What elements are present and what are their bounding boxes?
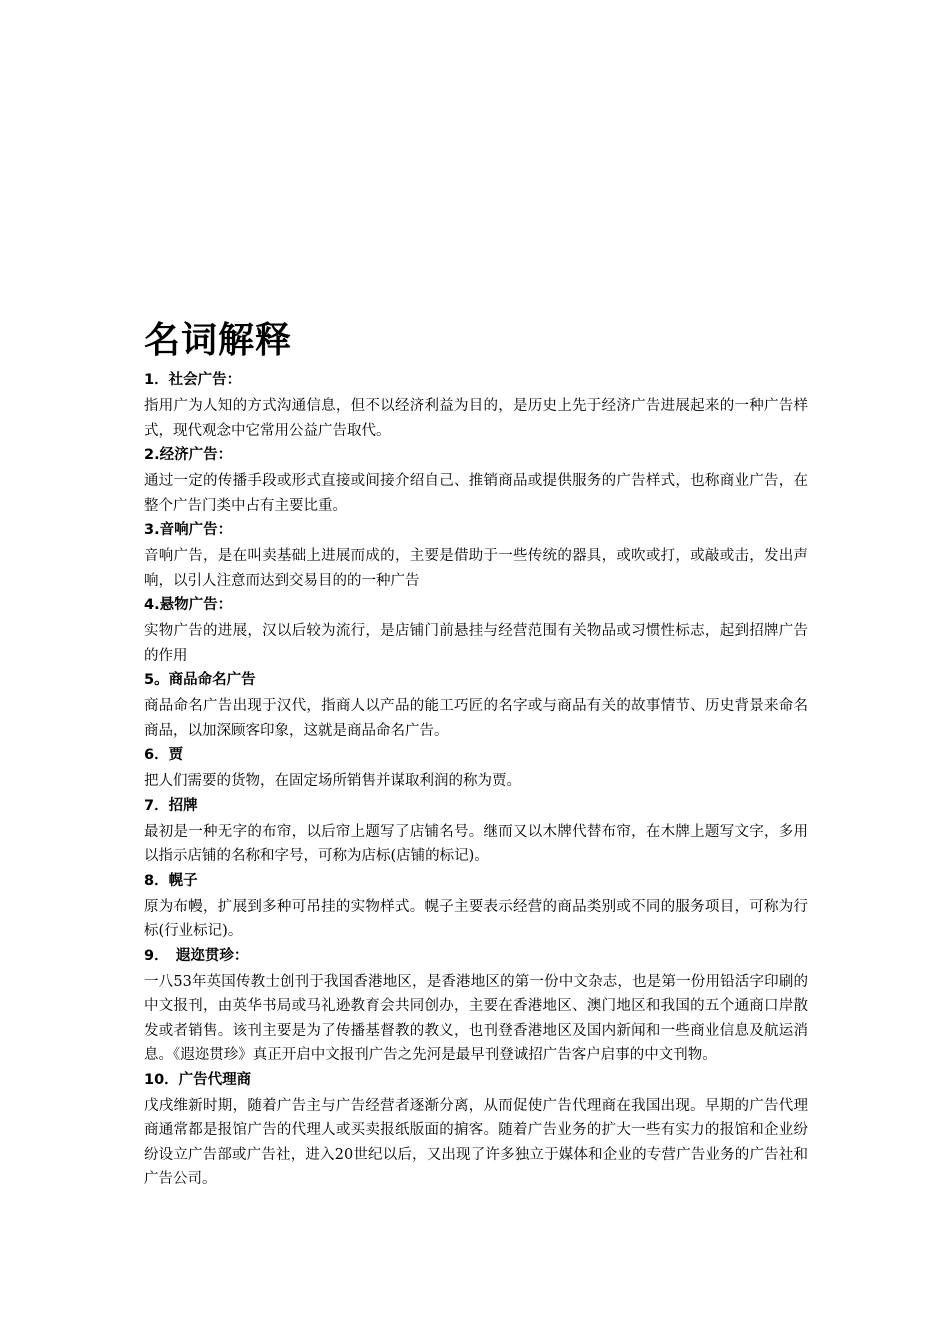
entry-9 — [144, 944, 808, 1068]
term-heading: 6．贾 — [144, 747, 184, 763]
entry-10 — [144, 1068, 808, 1192]
document-page — [144, 318, 808, 1192]
term-heading: 2.经济广告： — [144, 447, 233, 463]
entry-6 — [144, 743, 808, 794]
term-heading: 9． 遐迩贯珍： — [144, 947, 249, 964]
entry-1 — [144, 368, 808, 443]
term-heading: 7．招牌 — [144, 797, 198, 814]
term-heading: 5。商品命名广告 — [144, 672, 256, 688]
term-heading: 8．幌子 — [144, 872, 198, 889]
term-heading: 3.音响广告： — [144, 522, 233, 538]
term-heading: 10．广告代理商 — [144, 1071, 252, 1088]
term-definition: 实物广告的进展，汉以后较为流行，是店铺门前悬挂与经营范围有关物品或习惯性标志，起到招牌广告的作用 — [144, 623, 808, 664]
term-definition: 通过一定的传播手段或形式直接或间接介绍自己、推销商品或提供服务的广告样式，也称商业广告，在整个广告门类中占有主要比重。 — [144, 473, 808, 514]
entry-3 — [144, 518, 808, 593]
term-definition: 最初是一种无字的布帘，以后帘上题写了店铺名号。继而又以木牌代替布帘，在木牌上题写文字，多用以指示店铺的名称和字号，可称为店标(店铺的标记)。 — [144, 823, 808, 864]
term-definition: 戊戌维新时期，随着广告主与广告经营者逐渐分离，从而促使广告代理商在我国出现。早期的广告代理商通常都是报馆广告的代理人或买卖报纸版面的掮客。随着广告业务的扩大一些有实力的报馆和企业纷纷设立广告部或广告社，进入20世纪以后，又出现了许多独立于媒体和企业的专营广告业务的广告社和广告公司。 — [144, 1097, 808, 1187]
entry-7 — [144, 794, 808, 869]
page-title: 名词解释 — [144, 320, 293, 361]
term-definition: 音响广告，是在叫卖基础上进展而成的，主要是借助于一些传统的器具，或吹或打，或敲或击，发出声响，以引人注意而达到交易目的的一种广告 — [144, 548, 808, 589]
term-heading: 4.悬物广告： — [144, 597, 233, 613]
entry-4 — [144, 593, 808, 668]
entry-2 — [144, 443, 808, 518]
entry-8 — [144, 869, 808, 944]
term-definition: 一八53年英国传教士创刊于我国香港地区，是香港地区的第一份中文杂志，也是第一份用铅活字印刷的中文报刊，由英华书局或马礼逊教育会共同创办，主要在香港地区、澳门地区和我国的五个通商口岸散发或者销售。该刊主要是为了传播基督教的教义，也刊登香港地区及国内新闻和一些商业信息及航运消息。《遐迩贯珍》真正开启中文报刊广告之先河是最早刊登诚招广告客户启事的中文刊物。 — [144, 973, 808, 1063]
term-definition: 把人们需要的货物，在固定场所销售并谋取利润的称为贾。 — [144, 773, 521, 789]
term-definition: 原为布幔，扩展到多种可吊挂的实物样式。幌子主要表示经营的商品类别或不同的服务项目，可称为行标(行业标记)。 — [144, 898, 808, 939]
term-definition: 指用广为人知的方式沟通信息，但不以经济利益为目的，是历史上先于经济广告进展起来的一种广告样式，现代观念中它常用公益广告取代。 — [144, 398, 808, 439]
term-definition: 商品命名广告出现于汉代，指商人以产品的能工巧匠的名字或与商品有关的故事情节、历史背景来命名商品，以加深顾客印象，这就是商品命名广告。 — [144, 698, 808, 739]
entry-5 — [144, 668, 808, 743]
term-heading: 1．社会广告： — [144, 372, 242, 388]
